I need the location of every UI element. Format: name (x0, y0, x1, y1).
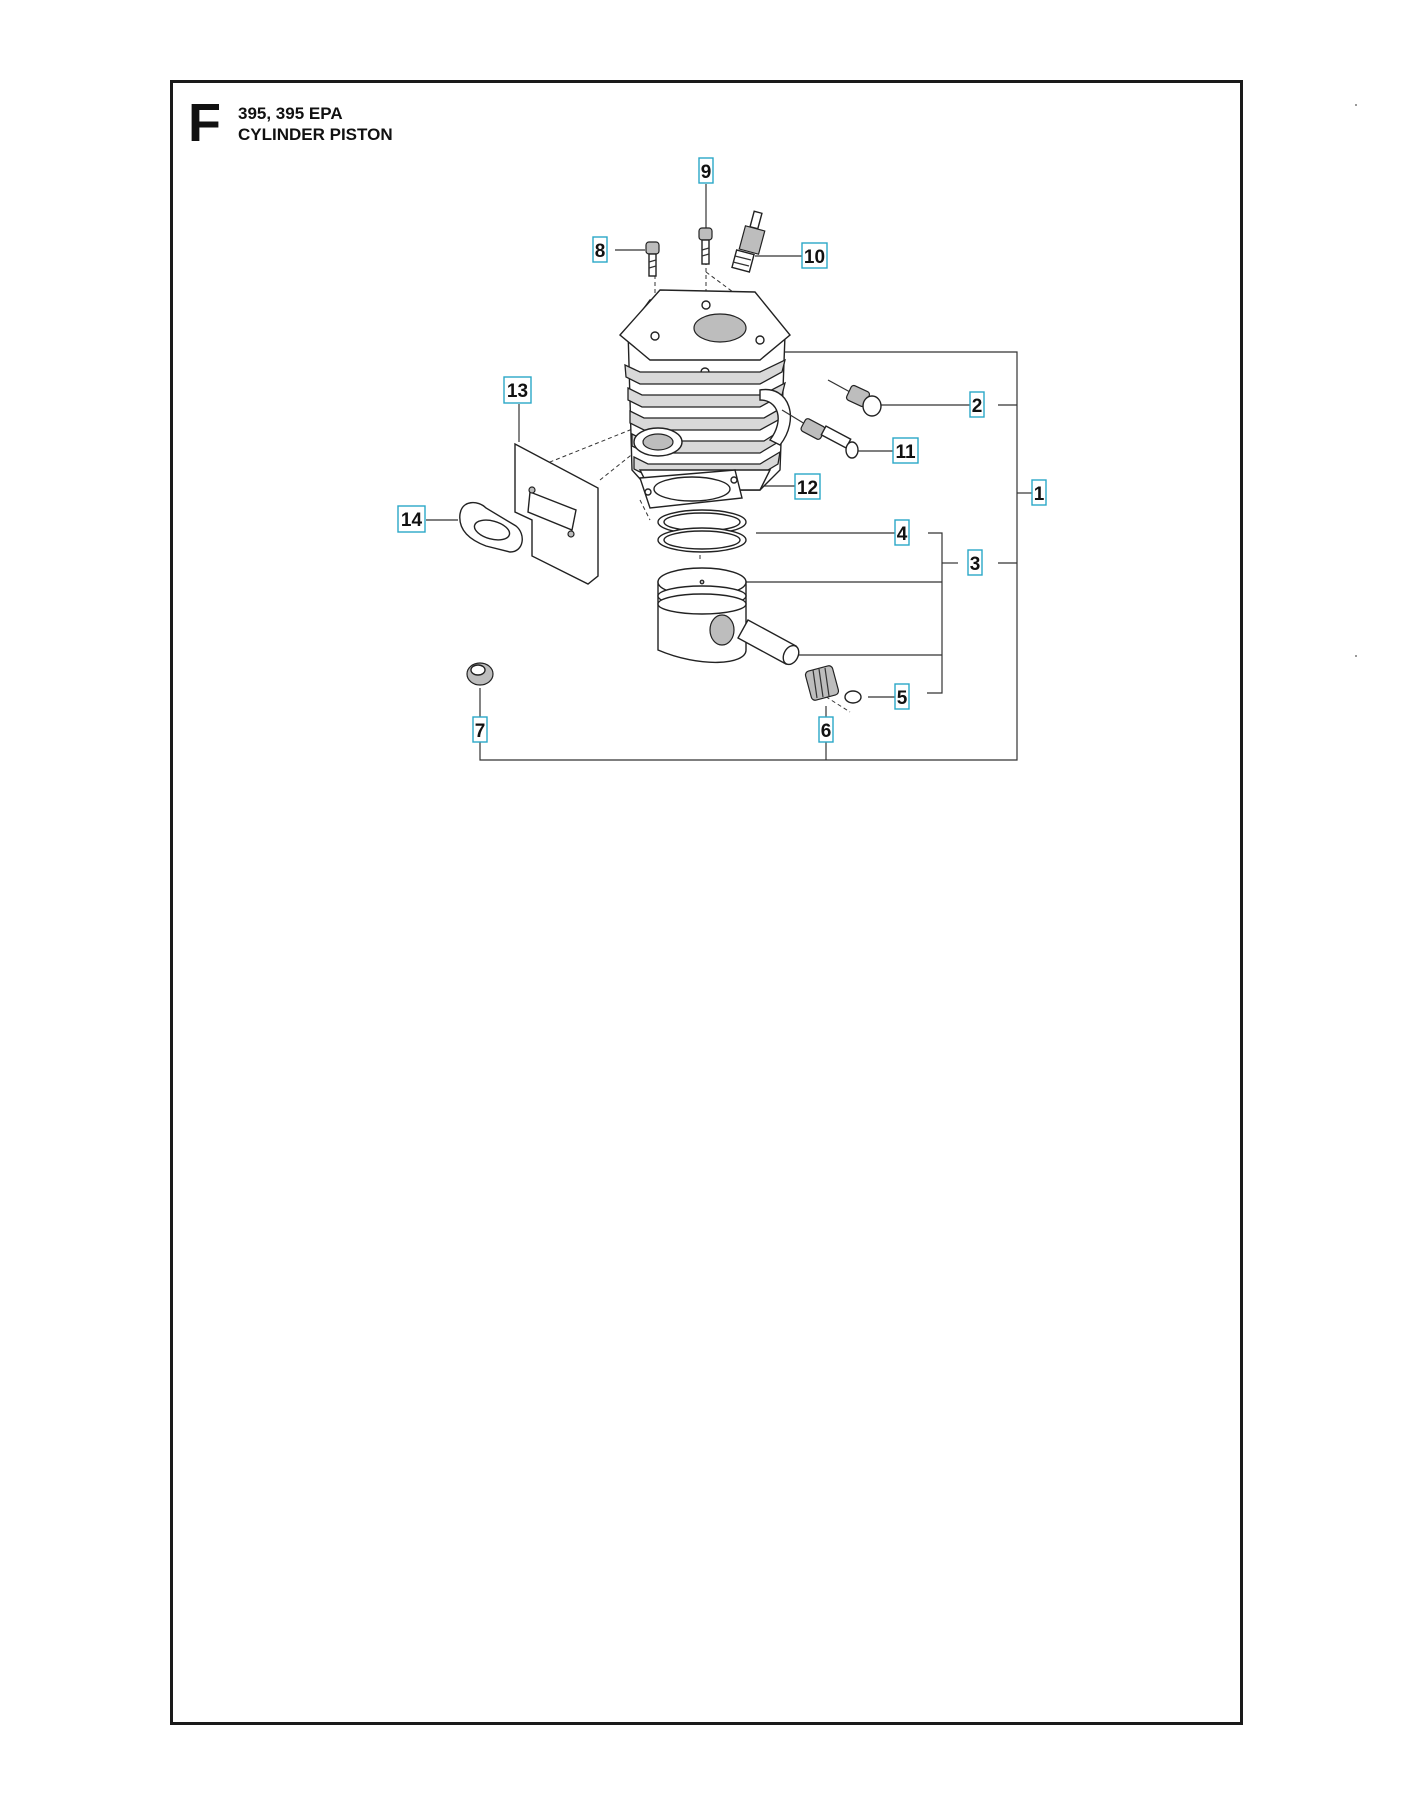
callout-14-label: 14 (400, 510, 423, 531)
callout-2 (970, 392, 984, 417)
callout-9-label: 9 (700, 162, 712, 183)
cylinder (620, 290, 790, 490)
callout-6-label: 6 (820, 721, 832, 742)
bolt-8 (646, 242, 659, 276)
callout-10 (802, 243, 827, 268)
valve-11 (782, 410, 858, 458)
callout-7-label: 7 (474, 721, 486, 742)
piston-rings (658, 510, 746, 552)
callout-4 (895, 520, 909, 545)
callout-3-label: 3 (969, 554, 981, 575)
diagram-title: CYLINDER PISTON (238, 125, 393, 144)
piston (658, 568, 746, 662)
section-letter: F (188, 93, 221, 153)
callout-6 (819, 717, 833, 742)
callout-1 (1032, 480, 1046, 505)
model-label: 395, 395 EPA (238, 104, 343, 123)
callout-13 (504, 377, 531, 403)
spark-plug (732, 211, 765, 272)
heat-shield-plate (515, 444, 598, 584)
callout-14 (398, 506, 425, 532)
callout-3 (968, 550, 982, 575)
exhaust-gasket (460, 503, 522, 552)
plug-7 (467, 663, 493, 685)
callout-4-label: 4 (896, 524, 908, 545)
callout-1-label: 1 (1033, 484, 1045, 505)
callout-2-label: 2 (971, 396, 983, 417)
callout-12-label: 12 (796, 478, 819, 499)
callout-8-label: 8 (594, 241, 606, 262)
callout-10-label: 10 (803, 247, 826, 268)
bolt-9 (699, 228, 712, 264)
decompression-valve (828, 380, 881, 416)
callout-9 (699, 158, 713, 183)
circlip (845, 691, 861, 703)
callout-11-label: 11 (895, 442, 916, 463)
callout-11 (893, 438, 918, 463)
callout-13-label: 13 (506, 381, 529, 402)
callout-8 (593, 237, 607, 262)
needle-bearing (805, 665, 840, 701)
callout-12 (795, 474, 820, 499)
callout-5 (895, 684, 909, 709)
callout-7 (473, 717, 487, 742)
piston-pin (738, 620, 802, 667)
callout-5-label: 5 (896, 688, 908, 709)
